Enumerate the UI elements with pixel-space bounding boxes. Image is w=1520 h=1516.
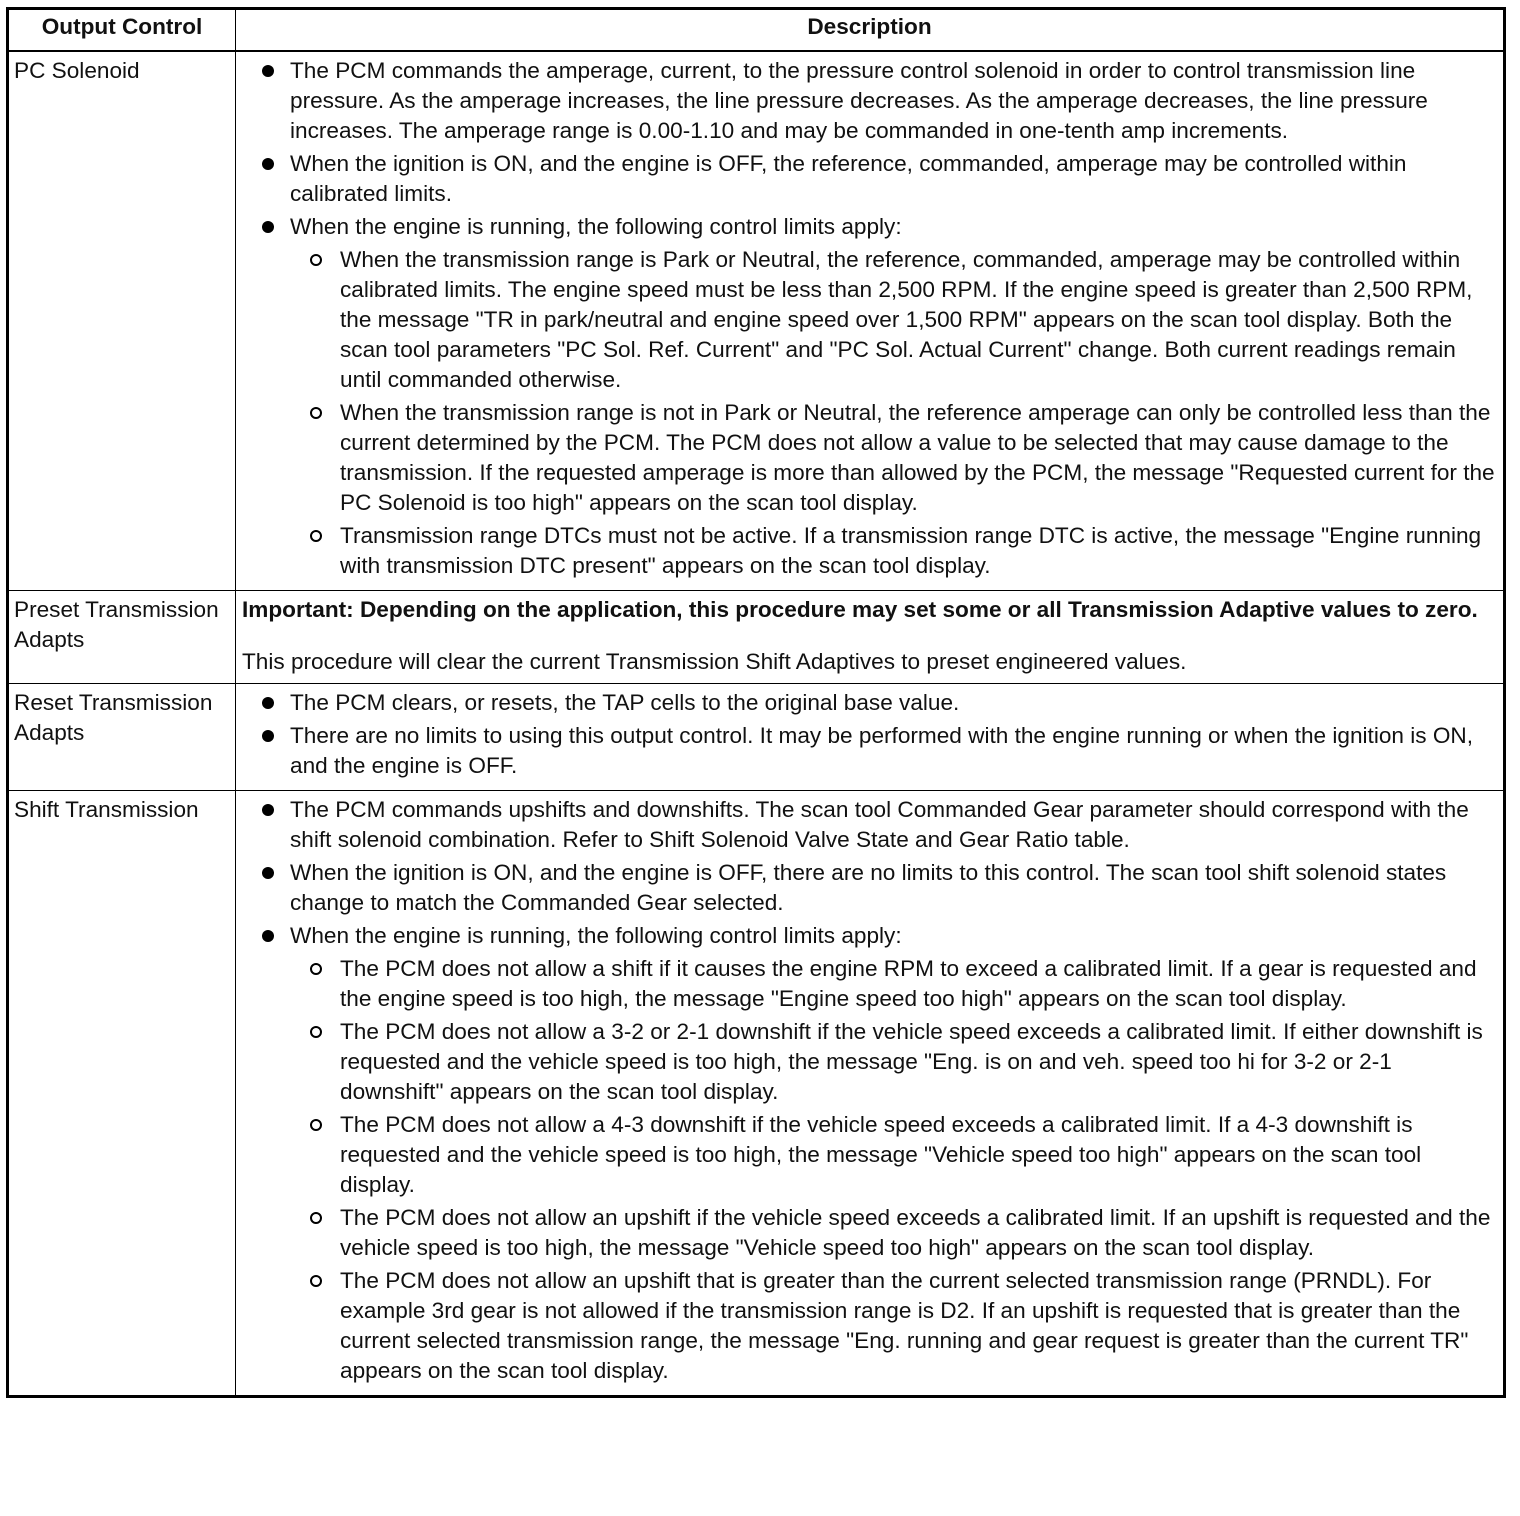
description-cell — [236, 51, 1505, 591]
bullet-list — [242, 56, 1501, 581]
sub-bullet-list — [290, 954, 1501, 1386]
table-header-row — [8, 9, 1505, 52]
sub-bullet-item: The PCM does not allow an upshift that is greater than the current selected transmission range (PRNDL). For example 3rd gear is not allowed if the transmission range is D2. If an upshift is requested that is greater than the current selected transmission range, the message "Eng. running and gear request is greater than the current TR" appears on the scan tool display. — [290, 1266, 1501, 1386]
sub-bullet-item: The PCM does not allow a 4-3 downshift if the vehicle speed exceeds a calibrated limit. If a 4-3 downshift is requested and the vehicle speed is too high, the message "Vehicle speed too high" appears on the scan tool display. — [290, 1110, 1501, 1200]
sub-bullet-item: Transmission range DTCs must not be active. If a transmission range DTC is active, the message "Engine running with transmission DTC present" appears on the scan tool display. — [290, 521, 1501, 581]
important-note: Important: Depending on the application, this procedure may set some or all Transmission Adaptive values to zero. — [242, 597, 1478, 622]
bullet-item — [242, 921, 1501, 1386]
control-name-cell: PC Solenoid — [8, 51, 236, 591]
table-row-preset-transmission-adapts — [8, 591, 1505, 684]
description-cell — [236, 684, 1505, 791]
bullet-item: There are no limits to using this output control. It may be performed with the engine running or when the ignition is ON, and the engine is OFF. — [242, 721, 1501, 781]
table-row-pc-solenoid — [8, 51, 1505, 591]
bullet-item: The PCM commands upshifts and downshifts. The scan tool Commanded Gear parameter should correspond with the shift solenoid combination. Refer to Shift Solenoid Valve State and Gear Ratio table. — [242, 795, 1501, 855]
sub-bullet-item: The PCM does not allow a shift if it causes the engine RPM to exceed a calibrated limit. If a gear is requested and the engine speed is too high, the message "Engine speed too high" appears on the scan tool display. — [290, 954, 1501, 1014]
output-control-table — [6, 7, 1506, 1398]
control-name-cell: Preset Transmission Adapts — [8, 591, 236, 684]
bullet-item: When the ignition is ON, and the engine is OFF, the reference, commanded, amperage may be controlled within calibrated limits. — [242, 149, 1501, 209]
table-row-reset-transmission-adapts — [8, 684, 1505, 791]
bullet-list — [242, 688, 1501, 781]
control-name-cell: Shift Transmission — [8, 791, 236, 1397]
sub-bullet-item: The PCM does not allow a 3-2 or 2-1 downshift if the vehicle speed exceeds a calibrated limit. If either downshift is requested and the vehicle speed is too high, the message "Eng. is on and veh. speed too hi for 3-2 or 2-1 downshift" appears on the scan tool display. — [290, 1017, 1501, 1107]
sub-bullet-list — [290, 245, 1501, 581]
header-description: Description — [236, 9, 1505, 52]
sub-bullet-item: When the transmission range is Park or Neutral, the reference, commanded, amperage may be controlled within calibrated limits. The engine speed must be less than 2,500 RPM. If the engine speed is greater than 2,500 RPM, the message "TR in park/neutral and engine speed over 1,500 RPM" appears on the scan tool display. Both the scan tool parameters "PC Sol. Ref. Current" and "PC Sol. Actual Current" change. Both current readings remain until commanded otherwise. — [290, 245, 1501, 395]
header-output-control: Output Control — [8, 9, 236, 52]
bullet-text: When the engine is running, the following control limits apply: — [290, 923, 902, 948]
sub-bullet-item: The PCM does not allow an upshift if the vehicle speed exceeds a calibrated limit. If an upshift is requested and the vehicle speed is too high, the message "Vehicle speed too high" appears on the scan tool display. — [290, 1203, 1501, 1263]
bullet-item: When the ignition is ON, and the engine is OFF, there are no limits to this control. The scan tool shift solenoid states change to match the Commanded Gear selected. — [242, 858, 1501, 918]
description-text: This procedure will clear the current Transmission Shift Adaptives to preset engineered values. — [242, 649, 1187, 674]
bullet-text: When the engine is running, the following control limits apply: — [290, 214, 902, 239]
control-name-cell: Reset Transmission Adapts — [8, 684, 236, 791]
description-cell — [236, 591, 1505, 684]
description-cell — [236, 791, 1505, 1397]
bullet-item: The PCM commands the amperage, current, to the pressure control solenoid in order to control transmission line pressure. As the amperage increases, the line pressure decreases. As the amperage decreases, the line pressure increases. The amperage range is 0.00-1.10 and may be commanded in one-tenth amp increments. — [242, 56, 1501, 146]
sub-bullet-item: When the transmission range is not in Park or Neutral, the reference amperage can only be controlled less than the current determined by the PCM. The PCM does not allow a value to be selected that may cause damage to the transmission. If the requested amperage is more than allowed by the PCM, the message "Requested current for the PC Solenoid is too high" appears on the scan tool display. — [290, 398, 1501, 518]
bullet-list — [242, 795, 1501, 1386]
table-row-shift-transmission — [8, 791, 1505, 1397]
bullet-item — [242, 212, 1501, 581]
bullet-item: The PCM clears, or resets, the TAP cells to the original base value. — [242, 688, 1501, 718]
